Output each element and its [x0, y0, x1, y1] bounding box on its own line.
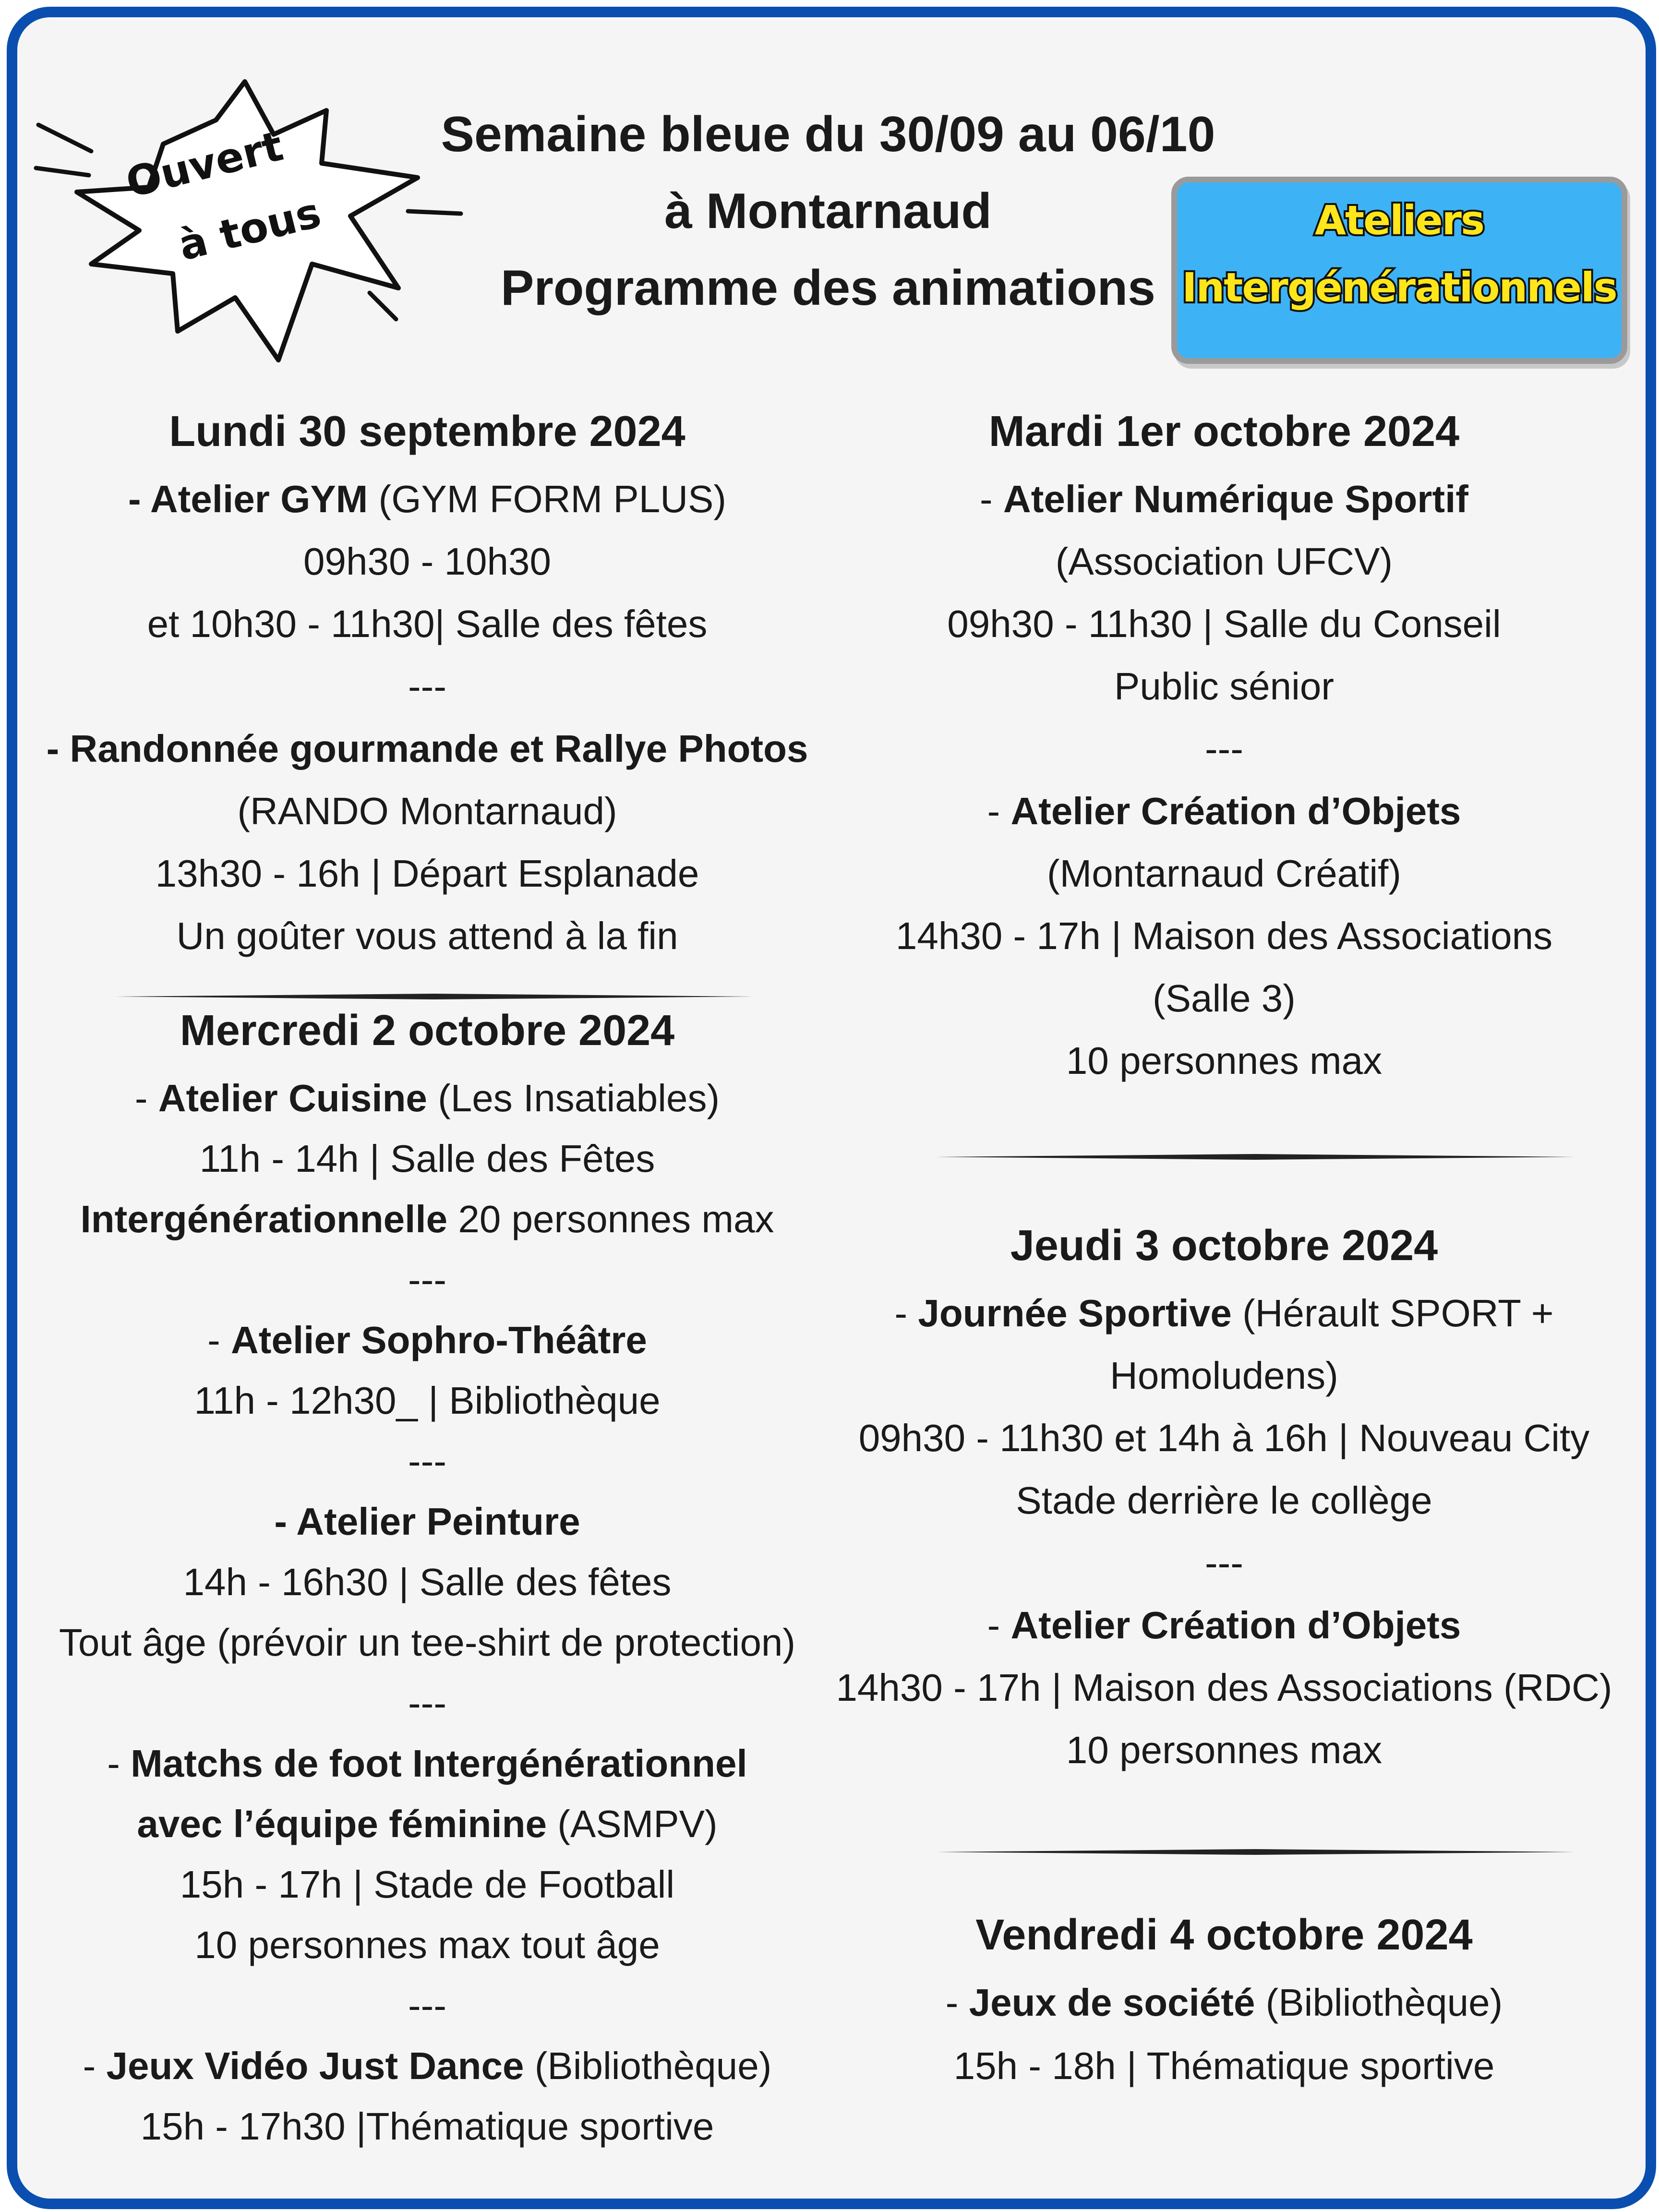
foot-note: 10 personnes max tout âge [194, 1923, 660, 1966]
wednesday-heading: Mercredi 2 octobre 2024 [180, 1007, 675, 1055]
friday-heading: Vendredi 4 octobre 2024 [975, 1911, 1473, 1959]
dash: - [107, 1742, 131, 1785]
divider [936, 1849, 1575, 1855]
dash: - [987, 1604, 1011, 1647]
dash: - [207, 1319, 231, 1361]
burst-line-1: Ouvert [121, 122, 288, 207]
divider [936, 1154, 1575, 1160]
cuisine-title: Atelier Cuisine [158, 1077, 427, 1119]
sportive-time: 09h30 - 11h30 et 14h à 16h | Nouveau City [858, 1417, 1590, 1459]
cuisine-capacity: 20 personnes max [447, 1198, 774, 1240]
jeux-video-title: Jeux Vidéo Just Dance [106, 2044, 524, 2087]
jeux-video-time: 15h - 17h30 |Thématique sportive [140, 2105, 714, 2148]
numerique-note: Public sénior [1114, 665, 1334, 708]
jeux-societe-time: 15h - 18h | Thématique sportive [953, 2044, 1495, 2087]
title-line-3: Programme des animations [501, 260, 1155, 316]
left-column [19, 0, 835, 2208]
foot-time: 15h - 17h | Stade de Football [180, 1863, 675, 1906]
rando-title: - Randonnée gourmande et Rallye Photos [46, 727, 808, 770]
gym-time-2: et 10h30 - 11h30| Salle des fêtes [147, 602, 708, 645]
rando-org: (RANDO Montarnaud) [237, 790, 617, 832]
peinture-time: 14h - 16h30 | Salle des fêtes [183, 1561, 672, 1603]
creation-title-2: Atelier Création d’Objets [1010, 1604, 1461, 1647]
rando-note: Un goûter vous attend à la fin [176, 914, 678, 957]
separator: --- [408, 1984, 446, 2027]
sophro-title: Atelier Sophro-Théâtre [231, 1319, 647, 1361]
right-column [816, 0, 1632, 2208]
thursday-heading: Jeudi 3 octobre 2024 [1010, 1222, 1438, 1270]
jeux-societe-org: (Bibliothèque) [1255, 1981, 1503, 2024]
title-line-2: à Montarnaud [664, 183, 992, 239]
tuesday-heading: Mardi 1er octobre 2024 [988, 408, 1460, 456]
jeux-video-org: (Bibliothèque) [524, 2044, 772, 2087]
numerique-title: Atelier Numérique Sportif [1003, 478, 1468, 520]
dash: - [987, 790, 1011, 832]
peinture-title: - Atelier Peinture [274, 1500, 580, 1543]
sportive-org: (Hérault SPORT + [1231, 1292, 1554, 1334]
dash: - [945, 1981, 969, 2024]
separator: --- [1205, 1541, 1243, 1584]
sophro-time: 11h - 12h30_ | Bibliothèque [194, 1379, 661, 1422]
monday-heading: Lundi 30 septembre 2024 [169, 408, 685, 456]
numerique-org: (Association UFCV) [1055, 540, 1393, 583]
dash: - [980, 478, 1003, 520]
creation-room: (Salle 3) [1153, 977, 1296, 1020]
creation-time: 14h30 - 17h | Maison des Associations [895, 914, 1553, 957]
cuisine-time: 11h - 14h | Salle des Fêtes [199, 1137, 655, 1180]
badge-line-2: Intergénérationnels [1182, 264, 1617, 311]
cuisine-org: (Les Insatiables) [427, 1077, 720, 1119]
badge-line-1: Ateliers [1314, 197, 1484, 244]
sportive-org-2: Homoludens) [1110, 1354, 1338, 1397]
title-line-1: Semaine bleue du 30/09 au 06/10 [441, 107, 1215, 162]
burst-line-2: à tous [174, 189, 326, 270]
creation-note-2: 10 personnes max [1066, 1729, 1382, 1771]
dash: - [894, 1292, 918, 1334]
jeux-societe-title: Jeux de société [969, 1981, 1255, 2024]
foot-title: Matchs de foot Intergénérationnel [131, 1742, 747, 1785]
gym-title: - Atelier GYM [128, 478, 368, 520]
separator: --- [1205, 727, 1243, 770]
numerique-time: 09h30 - 11h30 | Salle du Conseil [947, 602, 1501, 645]
foot-title-2: avec l’équipe féminine [137, 1803, 547, 1845]
creation-note: 10 personnes max [1066, 1039, 1382, 1082]
dash: - [83, 2044, 107, 2087]
separator: --- [408, 1258, 446, 1301]
dash: - [134, 1077, 158, 1119]
creation-time-2: 14h30 - 17h | Maison des Associations (RDC) [836, 1666, 1612, 1709]
creation-org: (Montarnaud Créatif) [1046, 852, 1402, 895]
gym-time-1: 09h30 - 10h30 [303, 540, 551, 583]
rando-time: 13h30 - 16h | Départ Esplanade [155, 852, 699, 895]
sportive-title: Journée Sportive [918, 1292, 1232, 1334]
cuisine-tag: Intergénérationnelle [80, 1198, 448, 1240]
foot-org: (ASMPV) [547, 1803, 718, 1845]
peinture-note: Tout âge (prévoir un tee-shirt de protection) [59, 1621, 796, 1664]
separator: --- [408, 665, 446, 708]
divider [115, 994, 754, 999]
separator: --- [408, 1440, 446, 1482]
gym-org: (GYM FORM PLUS) [368, 478, 727, 520]
sportive-place: Stade derrière le collège [1016, 1479, 1432, 1522]
list-item [19, 477, 835, 521]
creation-title: Atelier Création d’Objets [1010, 790, 1461, 832]
separator: --- [408, 1682, 446, 1724]
